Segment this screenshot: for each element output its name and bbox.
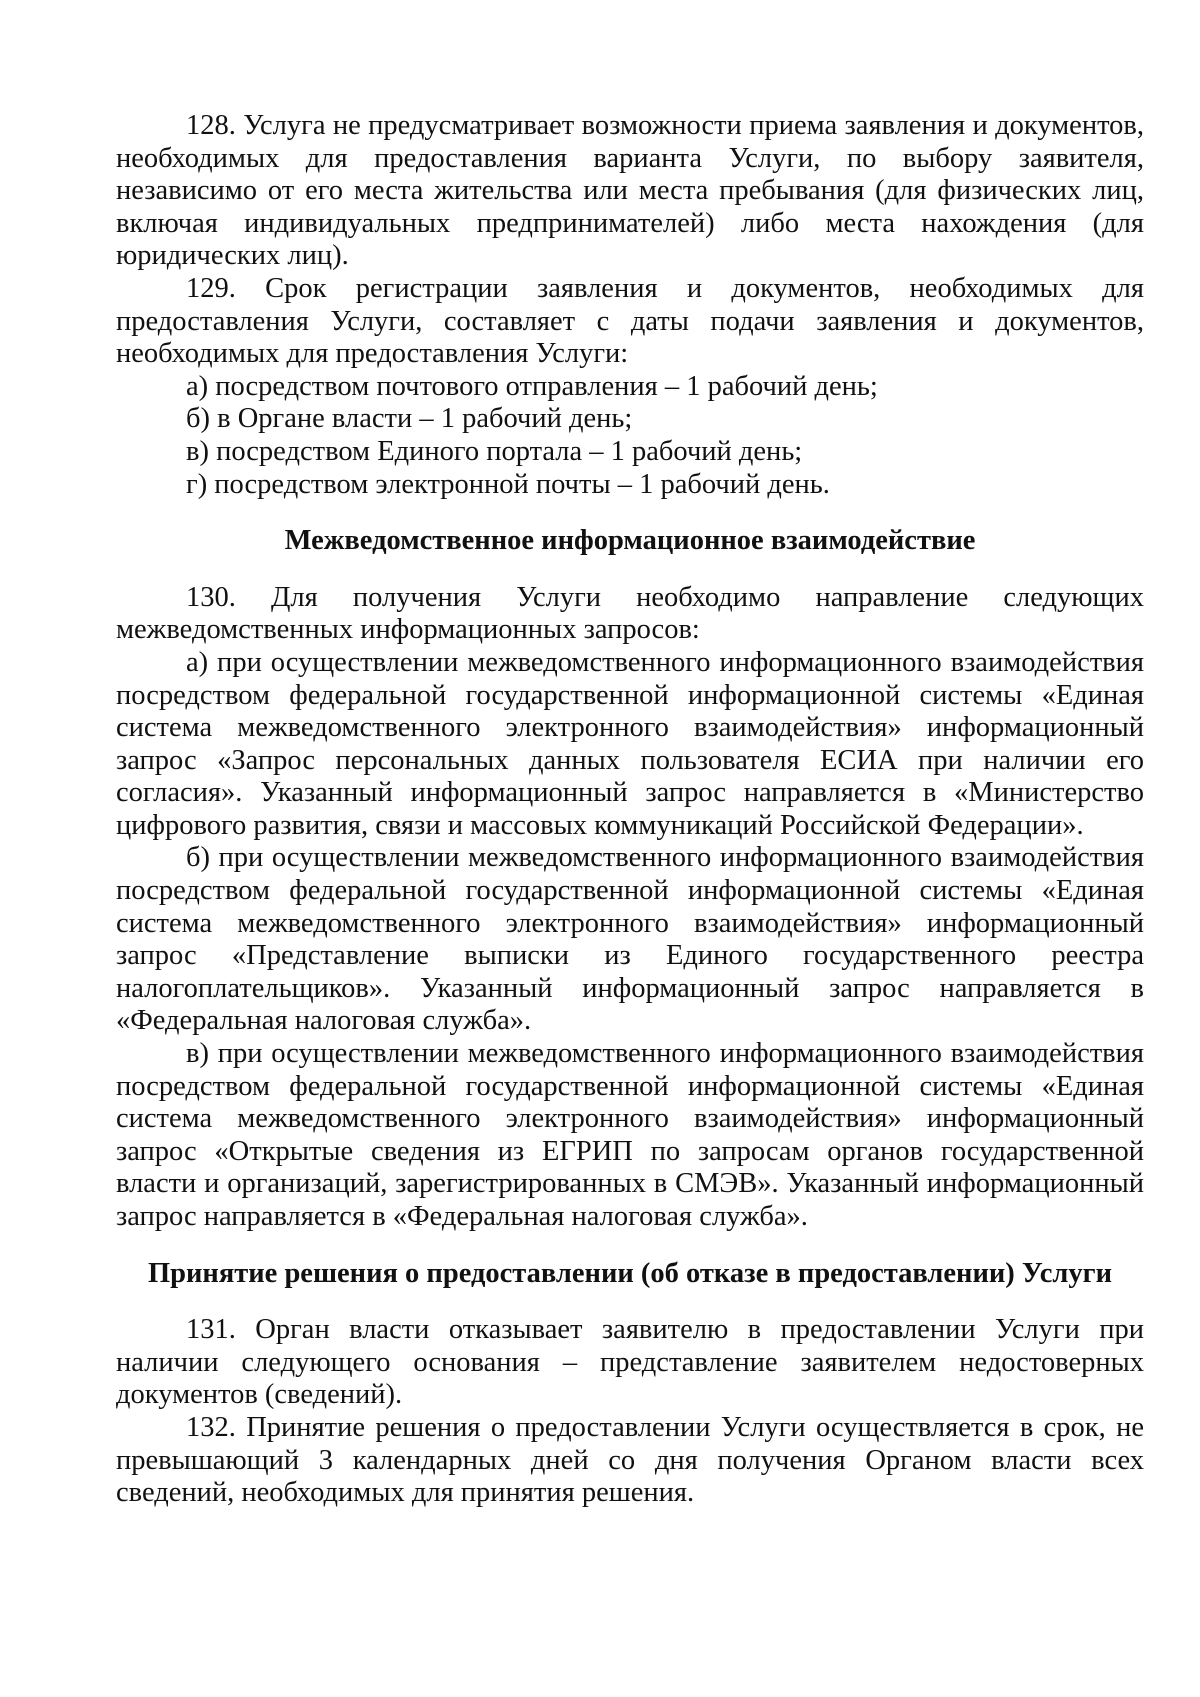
list-item: в) посредством Единого портала – 1 рабочий день; [186, 435, 803, 467]
paragraph-130: 130. Для получения Услуги необходимо направление следующих межведомственных информационных запросов: [116, 581, 1144, 646]
section-heading-interagency: Межведомственное информационное взаимодействие [284, 525, 976, 557]
paragraph-128: 128. Услуга не предусматривает возможности приема заявления и документов, необходимых для предоставления варианта Услуги, по выбору заявителя, независимо от его места жительства или места пребывания (для физических лиц, включая индивидуальных предпринимателей) либо места нахождения (для юридических лиц). [116, 110, 1144, 272]
document-page [116, 110, 1144, 1510]
section-heading-decision: Принятие решения о предоставлении (об отказе в предоставлении) Услуги [147, 1257, 1112, 1289]
list-item: а) посредством почтового отправления – 1 рабочий день; [186, 370, 878, 402]
paragraph-132: 132. Принятие решения о предоставлении Услуги осуществляется в срок, не превышающий 3 календарных дней со дня получения Органом власти всех сведений, необходимых для принятия решения. [116, 1411, 1144, 1509]
paragraph-130-a: а) при осуществлении межведомственного информационного взаимодействия посредством федеральной государственной информационной системы «Единая система межведомственного электронного взаимодействия» информационный запрос «Запрос персональных данных пользователя ЕСИА при наличии его согласия». Указанный информационный запрос направляется в «Министерство цифрового развития, связи и массовых коммуникаций Российской Федерации». [116, 646, 1144, 841]
list-item: г) посредством электронной почты – 1 рабочий день. [186, 468, 830, 500]
paragraph-129: 129. Срок регистрации заявления и документов, необходимых для предоставления Услуги, составляет с даты подачи заявления и документов, необходимых для предоставления Услуги: [116, 272, 1144, 370]
paragraph-130-v: в) при осуществлении межведомственного информационного взаимодействия посредством федеральной государственной информационной системы «Единая система межведомственного электронного взаимодействия» информационный запрос «Открытые сведения из ЕГРИП по запросам органов государственной власти и организаций, зарегистрированных в СМЭВ». Указанный информационный запрос направляется в «Федеральная налоговая служба». [116, 1038, 1144, 1232]
list-item: б) в Органе власти – 1 рабочий день; [186, 403, 633, 435]
paragraph-131: 131. Орган власти отказывает заявителю в предоставлении Услуги при наличии следующего основания – представление заявителем недостоверных документов (сведений). [116, 1314, 1144, 1411]
paragraph-130-b: б) при осуществлении межведомственного информационного взаимодействия посредством федеральной государственной информационной системы «Единая система межведомственного электронного взаимодействия» информационный запрос «Представление выписки из Единого государственного реестра налогоплательщиков». Указанный информационный запрос направляется в «Федеральная налоговая служба». [116, 842, 1144, 1037]
